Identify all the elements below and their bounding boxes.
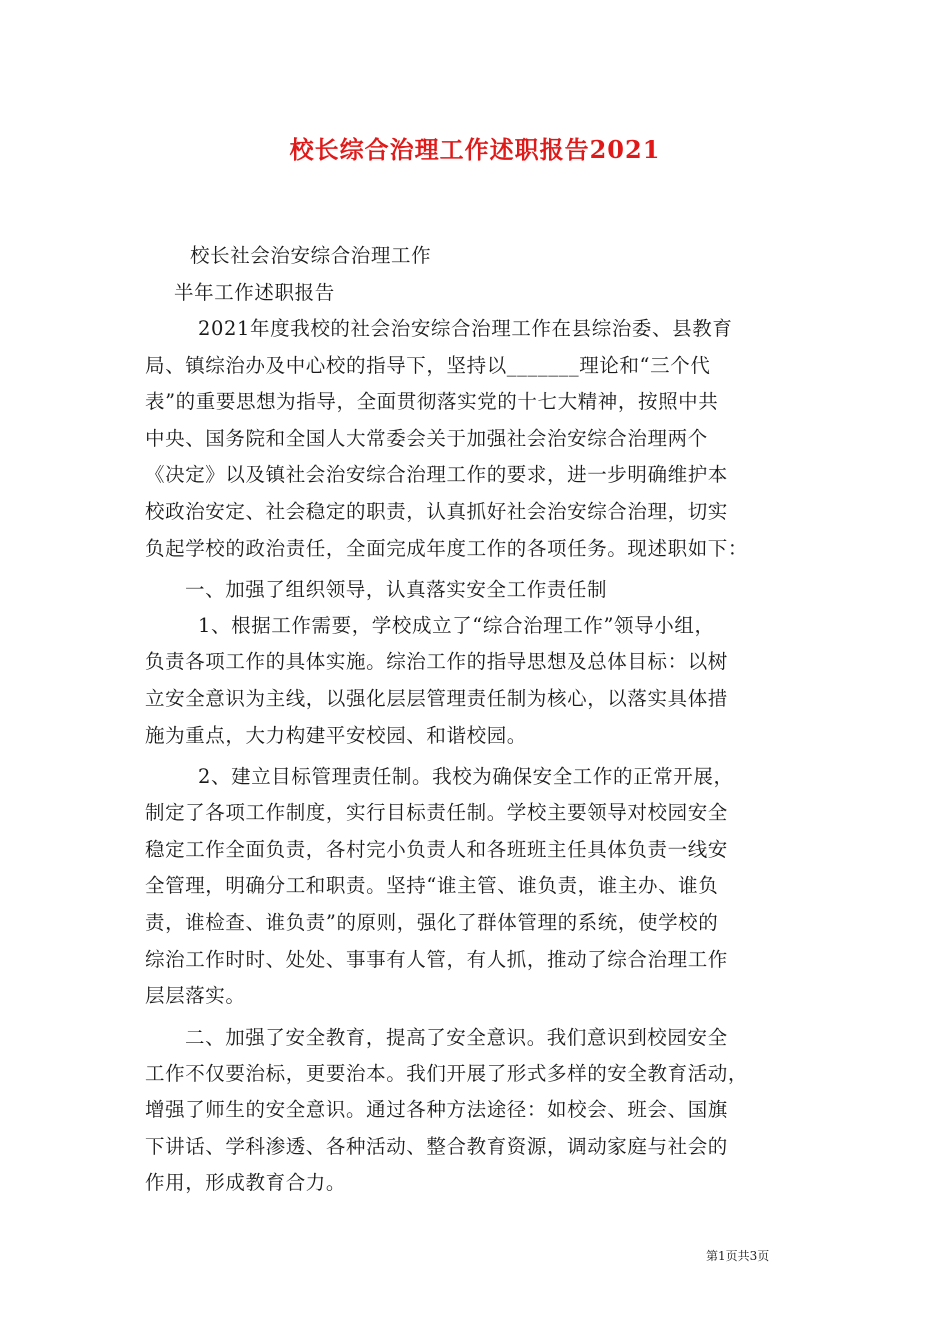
text-line: 负起学校的政治责任，全面完成年度工作的各项任务。现述职如下： — [145, 537, 749, 560]
text-line: 综治工作时时、处处、事事有人管，有人抓，推动了综合治理工作 — [145, 948, 728, 971]
text-line: 责，谁检查、谁负责”的原则，强化了群体管理的系统，使学校的 — [145, 911, 719, 934]
text-line: 制定了各项工作制度，实行目标责任制。学校主要领导对校园安全 — [145, 801, 728, 824]
page-number: 第1页共3页 — [706, 1249, 770, 1263]
text-line: 2021年度我校的社会治安综合治理工作在县综治委、县教育 — [198, 317, 733, 340]
text-line: 施为重点，大力构建平安校园、和谐校园。 — [145, 724, 527, 747]
section-heading: 二、加强了安全教育，提高了安全意识。我们意识到校园安全 — [185, 1026, 728, 1049]
text-line: 负责各项工作的具体实施。综治工作的指导思想及总体目标：以树 — [145, 650, 728, 673]
text-line: 增强了师生的安全意识。通过各种方法途径：如校会、班会、国旗 — [145, 1098, 728, 1121]
text-line: 局、镇综治办及中心校的指导下，坚持以_______理论和“三个代 — [145, 354, 711, 377]
text-line: 下讲话、学科渗透、各种活动、整合教育资源，调动家庭与社会的 — [145, 1135, 728, 1158]
text-line: 立安全意识为主线，以强化层层管理责任制为核心，以落实具体措 — [145, 687, 728, 710]
text-line: 2、建立目标管理责任制。我校为确保安全工作的正常开展， — [198, 765, 734, 788]
text-line: 表”的重要思想为指导，全面贯彻落实党的十七大精神，按照中共 — [145, 390, 719, 413]
text-line: 校长社会治安综合治理工作 — [190, 244, 432, 267]
text-line: 中央、国务院和全国人大常委会关于加强社会治安综合治理两个 — [145, 427, 708, 450]
text-line: 工作不仅要治标，更要治本。我们开展了形式多样的安全教育活动， — [145, 1062, 749, 1085]
text-line: 作用，形成教育合力。 — [145, 1171, 347, 1194]
text-line: 《决定》以及镇社会治安综合治理工作的要求，进一步明确维护本 — [145, 463, 728, 486]
text-line: 1、根据工作需要，学校成立了“综合治理工作”领导小组， — [198, 614, 715, 637]
text-line: 校政治安定、社会稳定的职责，认真抓好社会治安综合治理，切实 — [145, 500, 728, 523]
text-line: 稳定工作全面负责，各村完小负责人和各班班主任具体负责一线安 — [145, 838, 728, 861]
section-heading: 一、加强了组织领导，认真落实安全工作责任制 — [185, 578, 608, 601]
text-line: 半年工作述职报告 — [174, 281, 335, 304]
text-line: 层层落实。 — [145, 984, 246, 1007]
document-title: 校长综合治理工作述职报告2021 — [289, 135, 661, 164]
text-line: 全管理，明确分工和职责。坚持“谁主管、谁负责，谁主办、谁负 — [145, 874, 719, 897]
